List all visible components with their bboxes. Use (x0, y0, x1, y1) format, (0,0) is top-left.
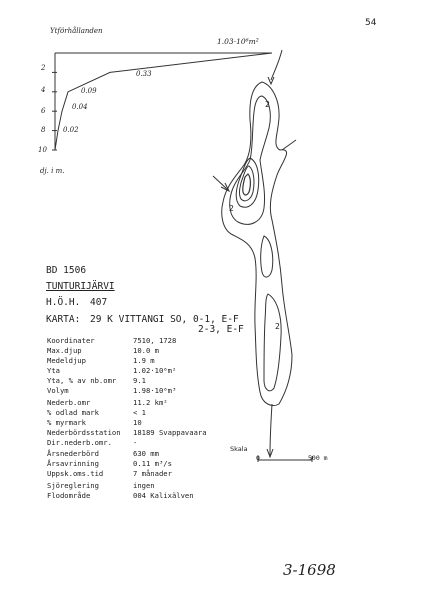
depth-tick-label: 8 (41, 126, 46, 134)
stats-label: Nederbördsstation (47, 428, 121, 437)
stats-value: 1.02·10⁶m² (133, 366, 177, 375)
karta-label: KARTA: (46, 314, 81, 325)
stats-label: Volym (47, 386, 69, 395)
area-max-label: 1.03·10⁶m² (217, 37, 259, 46)
stats-value: 004 Kalixälven (133, 491, 194, 500)
stats-value: - (133, 438, 138, 447)
area-label-8m: 0.02 (63, 126, 79, 134)
contour-label: 2 (275, 322, 280, 331)
scale-end: 500 m (308, 454, 328, 462)
stats-label: Medeldjup (47, 356, 86, 365)
lake-id: BD 1506 (46, 265, 87, 276)
stats-label: Sjöreglering (47, 481, 99, 490)
stats-label: % odlad mark (47, 408, 99, 417)
karta-value-2: 2-3, E-F (198, 324, 244, 335)
inflow-stream (271, 50, 282, 80)
stats-label: Koordinater (47, 336, 95, 345)
left-stream (213, 176, 228, 190)
stats-label: Uppsk.oms.tid (47, 469, 104, 478)
contour-label: 2 (229, 204, 234, 213)
stats-value: 0.11 m³/s (133, 459, 172, 468)
stats-value: 1.98·10⁶m³ (133, 386, 177, 395)
stats-label: Max.djup (47, 346, 82, 355)
stats-label: Nederb.omr (47, 398, 91, 407)
stats-value: 10 (133, 418, 142, 427)
lake-stats (47, 336, 247, 500)
depth-axis-label: dj. i m. (40, 167, 65, 175)
contour-6m (240, 166, 254, 201)
graph-title: Ytförhållanden (50, 27, 103, 35)
scale-start: 0 (256, 454, 260, 462)
hoh-label: H.Ö.H. (46, 297, 81, 308)
contour-2m-mid (261, 236, 273, 277)
stats-label: Årsnederbörd (47, 449, 99, 458)
stats-label: Årsavrinning (47, 459, 99, 468)
contour-label: 2 (265, 100, 270, 109)
contour-8m (243, 174, 251, 195)
area-label-6m: 0.04 (72, 103, 88, 111)
stats-value: 630 mm (133, 449, 159, 458)
karta-value: 29 K VITTANGI SO, 0-1, E-F (90, 314, 239, 325)
inflow-arrow-icon (268, 77, 274, 84)
depth-tick-label: 4 (41, 86, 46, 94)
stats-value: ingen (133, 481, 155, 490)
depth-tick-label: 10 (38, 146, 47, 154)
lake-name: TUNTURIJÄRVI (46, 281, 115, 292)
depth-tick-label: 2 (41, 64, 46, 72)
stats-value: 7 månader (133, 469, 172, 478)
stats-label: % myrmark (47, 418, 86, 427)
footer-number: 3-1698 (283, 561, 336, 579)
stats-value: < 1 (133, 408, 146, 417)
contour-2m-south (264, 294, 281, 391)
area-label-2m: 0.33 (136, 70, 152, 78)
stats-value: 7510, 1728 (133, 336, 177, 345)
stats-label: Flodområde (47, 491, 91, 500)
area-label-4m: 0.09 (81, 87, 97, 95)
page-number: 54 (365, 18, 377, 28)
depth-tick-label: 6 (41, 107, 46, 115)
stats-value: 1.9 m (133, 356, 155, 365)
stats-label: Dir.nederb.omr. (47, 438, 112, 447)
stats-value: 9.1 (133, 376, 146, 385)
side-stream (282, 140, 296, 150)
stats-value: 10.0 m (133, 346, 159, 355)
scale-title: Skala (230, 445, 248, 453)
stats-value: 18189 Svappavaara (133, 428, 207, 437)
stats-label: Yta, % av nb.omr (47, 376, 117, 385)
hoh-value: 407 (90, 297, 108, 308)
stats-label: Yta (47, 366, 60, 375)
outflow-stream (270, 404, 272, 455)
stats-value: 11.2 km² (133, 398, 168, 407)
